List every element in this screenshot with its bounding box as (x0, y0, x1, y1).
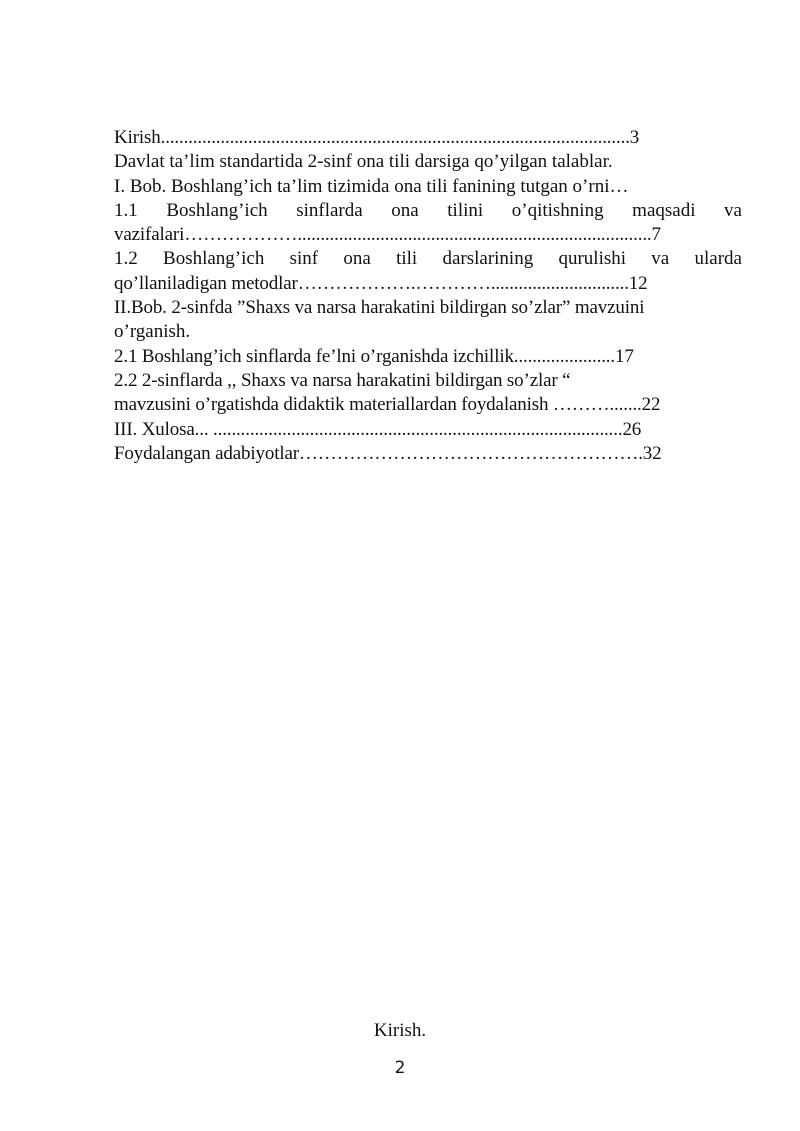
toc-entry-1-1-part-1: 1.1 Boshlang’ich sinflarda ona tilini o’qitishning maqsadi va (114, 199, 742, 221)
toc-entry-1-2-part-2: qo’llaniladigan metodlar……………….…………..............................12 (114, 272, 648, 294)
toc-entry-chapter-2-part-1: II.Bob. 2-sinfda ”Shaxs va narsa harakatini bildirgan so’zlar” mavzuini (114, 297, 645, 319)
toc-entry-chapter-3: III. Xulosa... .........................................................................................26 (114, 418, 642, 440)
next-section-title: Kirish. (373, 1020, 427, 1041)
toc-entry-chapter-1: I. Bob. Boshlang’ich ta’lim tizimida ona tili fanining tutgan o’rni… (114, 175, 629, 197)
toc-entry-2-2-part-2: mavzusini o’rgatishda didaktik materiallardan foydalanish ……….......22 (114, 394, 661, 416)
toc-entry-references: Foydalangan adabiyotlar……………………………………………….32 (114, 442, 662, 464)
table-of-contents (114, 126, 742, 466)
toc-entry-2-2-part-1: 2.2 2-sinflarda ,, Shaxs va narsa harakatini bildirgan so’zlar “ (114, 369, 571, 391)
toc-entry-kirish: Kirish......................................................................................................3 (114, 127, 640, 148)
page-number: 2 (394, 1058, 406, 1078)
toc-entry-chapter-2-part-2: o’rganish. (114, 321, 191, 343)
toc-entry-2-1: 2.1 Boshlang’ich sinflarda fe’lni o’rganishda izchillik......................17 (114, 345, 634, 367)
toc-entry-1-2-part-1: 1.2 Boshlang’ich sinf ona tili darslarining qurulishi va ularda (114, 248, 742, 270)
toc-entry-standards: Davlat ta’lim standartida 2-sinf ona tili darsiga qo’yilgan talablar. (114, 151, 613, 173)
toc-entry-1-1-part-2: vazifalari……………….............................................................................7 (114, 224, 661, 246)
